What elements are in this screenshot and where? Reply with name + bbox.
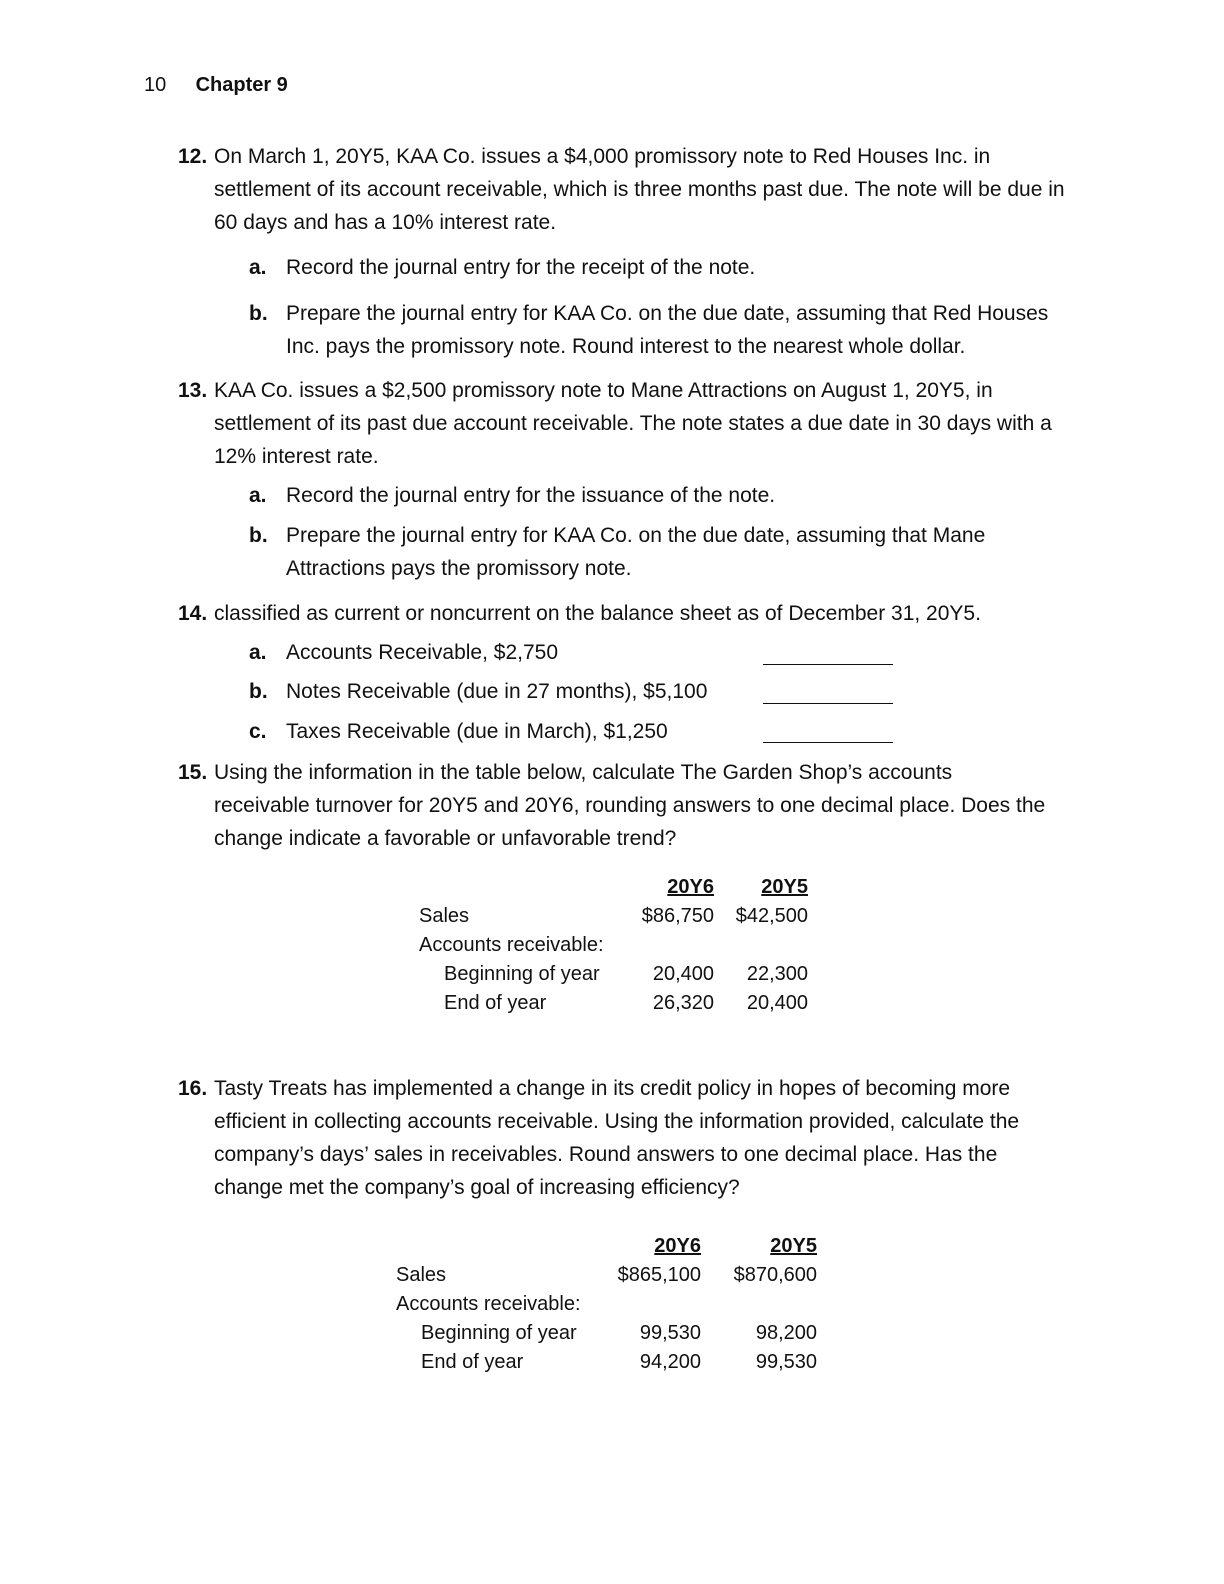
question-13 [178, 374, 1078, 473]
page-header [144, 74, 288, 97]
part-text: Record the journal entry for the receipt of the note. [286, 256, 756, 279]
question-number: 15. [178, 761, 208, 784]
question-14 [178, 597, 1078, 630]
question-text: KAA Co. issues a $2,500 promissory note to Mane Attractions on August 1, 20Y5, in settlement of its past due account receivable. The note states a due date in 30 days with a 12% interest rate. [214, 379, 1052, 468]
part-label: b. [249, 680, 268, 703]
part-text: Record the journal entry for the issuance of the note. [286, 484, 776, 507]
table-row: Sales $86,750 $42,500 [419, 905, 808, 927]
tasty-treats-table [396, 1229, 817, 1374]
table-row: Accounts receivable: [396, 1293, 581, 1315]
question-12-part-b [249, 297, 1079, 363]
part-label: a. [249, 641, 267, 664]
part-text: Notes Receivable (due in 27 months), $5,100 [286, 680, 708, 703]
answer-blank-a[interactable] [763, 640, 893, 665]
table-row: Accounts receivable: [419, 934, 604, 956]
question-text: classified as current or noncurrent on the balance sheet as of December 31, 20Y5. [214, 602, 981, 625]
part-text: Prepare the journal entry for KAA Co. on the due date, assuming that Red Houses Inc. pays the promissory note. Round interest to the nearest whole dollar. [286, 302, 1049, 358]
question-14-part-a [249, 636, 1089, 669]
question-text: Tasty Treats has implemented a change in its credit policy in hopes of becoming more efficient in collecting accounts receivable. Using the information provided, calculate the company’s days’ sales in receivables. Round answers to one decimal place. Has the change met the company’s goal of increasing efficiency? [214, 1077, 1020, 1199]
table-row: End of year 94,200 99,530 [421, 1351, 817, 1373]
table-row: Sales $865,100 $870,600 [396, 1264, 817, 1286]
question-number: 12. [178, 145, 208, 168]
question-13-part-a [249, 479, 1089, 512]
table-row: End of year 26,320 20,400 [444, 992, 808, 1014]
column-header: 20Y6 [667, 876, 714, 898]
question-16 [178, 1072, 1068, 1204]
question-12-part-a [249, 251, 1089, 284]
answer-blank-b[interactable] [763, 679, 893, 704]
question-14-part-c [249, 715, 1089, 748]
question-number: 16. [178, 1077, 208, 1100]
question-13-part-b [249, 519, 1029, 585]
table-row: Beginning of year 99,530 98,200 [421, 1322, 817, 1344]
garden-shop-table [419, 870, 808, 1015]
question-14-part-b [249, 675, 1089, 708]
part-label: a. [249, 256, 267, 279]
table-row: Beginning of year 20,400 22,300 [444, 963, 808, 985]
question-15 [178, 756, 1048, 855]
question-number: 13. [178, 379, 208, 402]
question-text: On March 1, 20Y5, KAA Co. issues a $4,000 promissory note to Red Houses Inc. in settlement of its account receivable, which is three months past due. The note will be due in 60 days and has a 10% interest rate. [214, 145, 1065, 234]
part-label: c. [249, 720, 267, 743]
column-header: 20Y6 [654, 1235, 701, 1257]
part-text: Taxes Receivable (due in March), $1,250 [286, 720, 668, 743]
part-label: b. [249, 524, 268, 547]
question-number: 14. [178, 602, 208, 625]
chapter-title: Chapter 9 [195, 74, 288, 96]
question-text: Using the information in the table below, calculate The Garden Shop’s accounts receivable turnover for 20Y5 and 20Y6, rounding answers to one decimal place. Does the change indicate a favorable or unfavorable trend? [214, 761, 1046, 850]
column-header: 20Y5 [761, 876, 808, 898]
question-12 [178, 140, 1078, 239]
part-text: Accounts Receivable, $2,750 [286, 641, 559, 664]
part-label: b. [249, 302, 268, 325]
column-header: 20Y5 [770, 1235, 817, 1257]
part-text: Prepare the journal entry for KAA Co. on the due date, assuming that Mane Attractions pays the promissory note. [286, 524, 986, 580]
answer-blank-c[interactable] [763, 718, 893, 743]
page-number: 10 [144, 74, 167, 96]
part-label: a. [249, 484, 267, 507]
